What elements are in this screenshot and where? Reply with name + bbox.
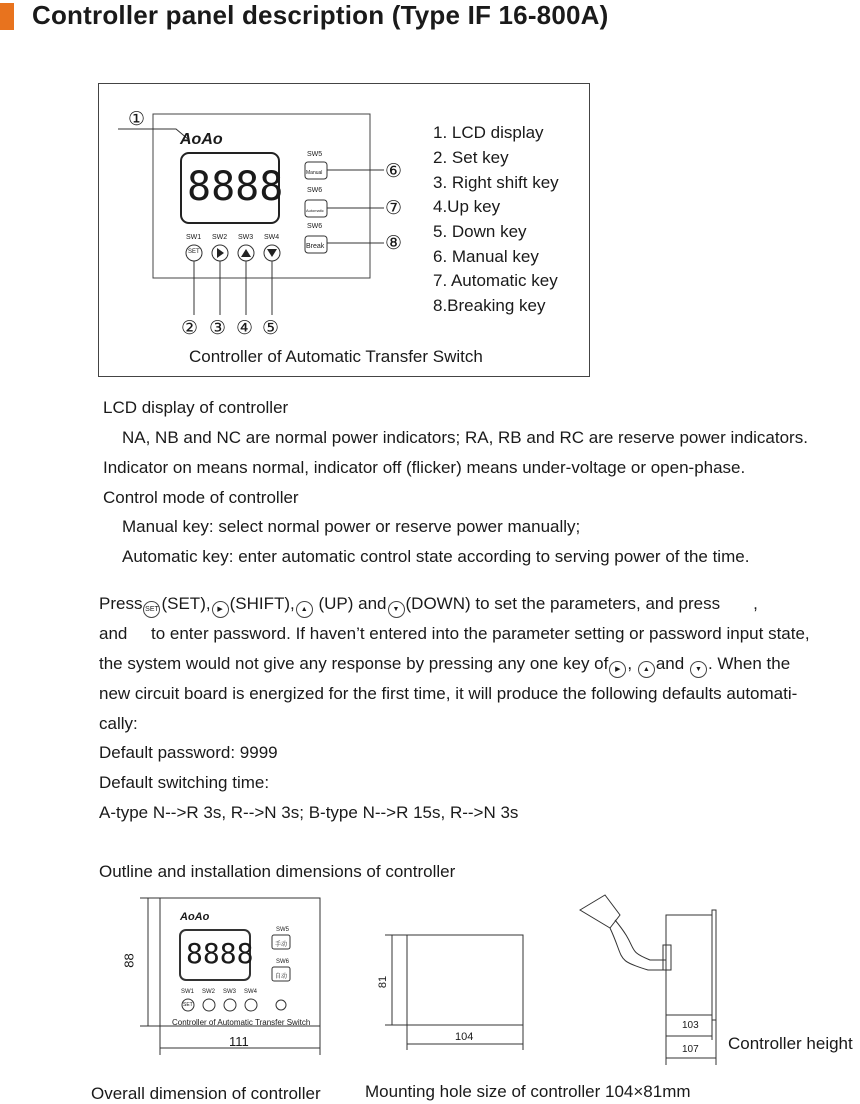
- set-key-label: SET: [188, 249, 200, 255]
- desc-line: Indicator on means normal, indicator off (flicker) means under-voltage or open-phase.: [103, 458, 746, 477]
- dim-height-88: 88: [121, 953, 137, 968]
- outline-sw4: SW4: [244, 989, 258, 995]
- outline-caption: Controller of Automatic Transfer Switch: [172, 1018, 311, 1027]
- sw4-label: SW4: [264, 234, 280, 241]
- param-text: . When the: [707, 654, 791, 673]
- outline-heading: Outline and installation dimensions of controller: [99, 862, 456, 881]
- param-text: (SET),: [161, 594, 211, 613]
- callout-8: ⑧: [385, 233, 403, 254]
- panel-caption: Controller of Automatic Transfer Switch: [189, 347, 483, 366]
- hole-height-81: 81: [377, 975, 390, 989]
- shift-key-icon: ▶: [609, 661, 626, 678]
- shift-key-icon: ▶: [212, 601, 229, 618]
- sw5-label: SW5: [307, 151, 323, 158]
- sw2-label: SW2: [212, 234, 228, 241]
- callout-2: ②: [181, 318, 199, 339]
- sw6-label-b: SW6: [307, 223, 323, 230]
- callout-6: ⑥: [385, 161, 403, 182]
- hole-width-104: 104: [455, 1031, 474, 1043]
- outline-lcd-readout: 8888: [186, 937, 254, 970]
- legend-item: 1. LCD display: [433, 123, 544, 142]
- up-key-icon: ▲: [296, 601, 313, 618]
- dimension-drawings: [120, 890, 740, 1070]
- title-accent-bar: [0, 3, 14, 30]
- outline-sw1: SW1: [181, 989, 195, 995]
- outline-k5-label: 手动: [275, 942, 288, 948]
- param-line-3: [99, 654, 790, 678]
- sw6-label-a: SW6: [307, 187, 323, 194]
- auto-key-label: Automatic: [306, 208, 324, 213]
- down-key-icon: ▼: [388, 601, 405, 618]
- param-line-2: [99, 624, 810, 644]
- default-password: Default password: 9999: [99, 743, 278, 762]
- legend-item: 5. Down key: [433, 222, 527, 241]
- brand-logo: AoAo: [180, 131, 223, 148]
- legend-item: 6. Manual key: [433, 247, 539, 266]
- param-text: ,: [753, 594, 758, 613]
- set-key-icon: SET: [143, 601, 160, 618]
- outline-sw2: SW2: [202, 989, 216, 995]
- param-line-1: [99, 594, 758, 618]
- outline-sw6-label: SW6: [276, 959, 290, 965]
- legend-item: 7. Automatic key: [433, 271, 558, 290]
- mounting-hole-caption: Mounting hole size of controller 104×81mm: [365, 1082, 691, 1101]
- outline-sw5-label: SW5: [276, 927, 290, 933]
- outline-brand-logo: AoAo: [180, 911, 210, 923]
- default-switching-heading: Default switching time:: [99, 773, 270, 792]
- param-line-5: cally:: [99, 714, 138, 733]
- up-key-icon: ▲: [638, 661, 655, 678]
- outline-k6-label: 自动: [275, 974, 288, 980]
- callout-7: ⑦: [385, 198, 403, 219]
- legend-item: 4.Up key: [433, 197, 501, 216]
- callout-4: ④: [236, 318, 254, 339]
- param-text: (DOWN) to set the parameters, and press: [405, 594, 721, 613]
- param-text: (UP) and: [318, 594, 387, 613]
- page-title: Controller panel description (Type IF 16-800A): [32, 0, 609, 30]
- param-text: and: [655, 654, 685, 673]
- param-text: ,: [627, 654, 633, 673]
- outline-set-key-label: SET: [183, 1002, 193, 1008]
- dim-width-111: 111: [229, 1034, 249, 1049]
- side-depth-107: 107: [682, 1044, 699, 1055]
- desc-line: Manual key: select normal power or reserve power manually;: [122, 517, 581, 536]
- manual-key-label: Manual: [306, 170, 323, 176]
- down-key-icon: ▼: [690, 661, 707, 678]
- outline-sw3: SW3: [223, 989, 237, 995]
- param-text: to enter password. If haven’t entered into the parameter setting or password input state,: [151, 624, 810, 643]
- legend-item: 8.Breaking key: [433, 296, 546, 315]
- sw1-label: SW1: [186, 234, 202, 241]
- param-text: the system would not give any response by pressing any one key of: [99, 654, 609, 673]
- overall-dimension-caption: Overall dimension of controller: [91, 1084, 321, 1103]
- param-line-4: new circuit board is energized for the first time, it will produce the following defaults automati-: [99, 684, 798, 703]
- param-text: (SHIFT),: [229, 594, 295, 613]
- break-key-label: Break: [306, 243, 325, 250]
- desc-line: NA, NB and NC are normal power indicators; RA, RB and RC are reserve power indicators.: [122, 428, 808, 447]
- param-text: and: [99, 624, 128, 643]
- lcd-readout: 8888: [187, 164, 284, 210]
- legend-item: 3. Right shift key: [433, 173, 559, 192]
- callout-1: ①: [128, 109, 146, 130]
- controller-height-label: Controller height: [728, 1034, 853, 1053]
- side-depth-103: 103: [682, 1020, 699, 1031]
- legend-item: 2. Set key: [433, 148, 509, 167]
- desc-heading-lcd: LCD display of controller: [103, 398, 289, 417]
- param-text: Press: [99, 594, 143, 613]
- default-switching-times: A-type N-->R 3s, R-->N 3s; B-type N-->R 15s, R-->N 3s: [99, 803, 519, 822]
- sw3-label: SW3: [238, 234, 254, 241]
- callout-3: ③: [209, 318, 227, 339]
- callout-5: ⑤: [262, 318, 280, 339]
- desc-heading-control: Control mode of controller: [103, 488, 299, 507]
- desc-line: Automatic key: enter automatic control state according to serving power of the time.: [122, 547, 750, 566]
